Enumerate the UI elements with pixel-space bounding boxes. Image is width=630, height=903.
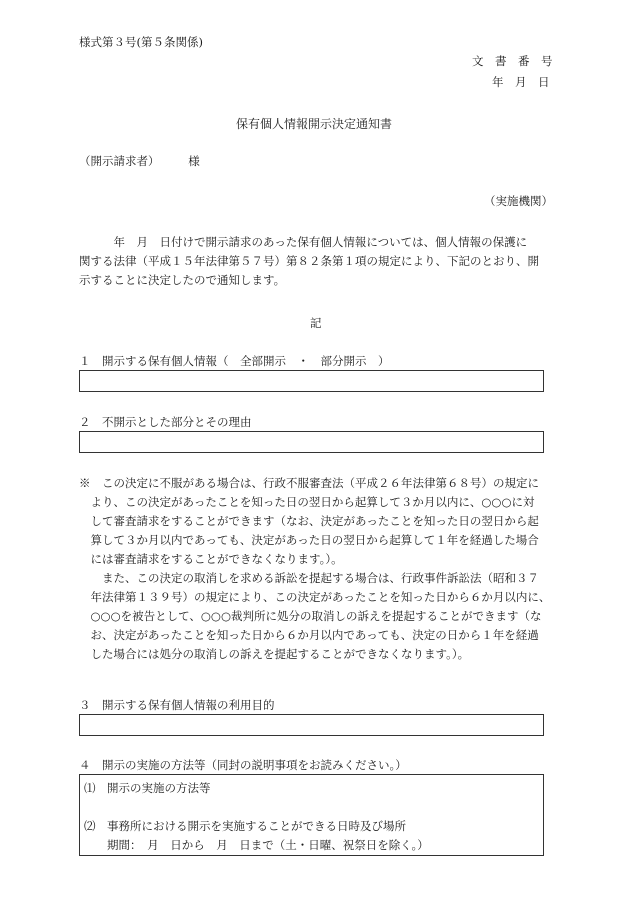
section4-item1: ⑴ 開示の実施の方法等 bbox=[84, 781, 211, 795]
document-number-label: 文 書 番 号 bbox=[472, 54, 553, 68]
section1-box[interactable] bbox=[79, 370, 544, 392]
note-line: ※ この決定に不服がある場合は、行政不服審査法（平成２６年法律第６８号）の規定に bbox=[79, 476, 539, 490]
section4-period: 期間： 月 日から 月 日まで（土・日曜、祝祭日を除く。） bbox=[84, 838, 429, 852]
date-label: 年 月 日 bbox=[492, 75, 550, 89]
section4-box[interactable] bbox=[79, 774, 544, 856]
note-line: ○○○を被告として、○○○裁判所に処分の取消しの訴えを提起することができます（な bbox=[79, 609, 542, 623]
note-line: 算して３か月以内であっても、決定があった日の翌日から起算して１年を経過した場合 bbox=[79, 533, 539, 547]
section4-label: ４ 開示の実施の方法等（同封の説明事項をお読みください。） bbox=[79, 758, 407, 772]
intro-line: 示することに決定したので通知します。 bbox=[79, 273, 286, 287]
section4-item2: ⑵ 事務所における開示を実施することができる日時及び場所 bbox=[84, 819, 406, 833]
note-line: お、決定があったことを知った日から６か月以内であっても、決定の日から１年を経過 bbox=[79, 628, 539, 642]
page-title: 保有個人情報開示決定通知書 bbox=[236, 117, 393, 131]
note-line: した場合には処分の取消しの訴えを提起することができなくなります。）。 bbox=[79, 647, 470, 661]
form-label: 様式第３号(第５条関係) bbox=[79, 35, 203, 49]
intro-line: 関する法律（平成１５年法律第５７号）第８２条第１項の規定により、下記のとおり、開 bbox=[79, 254, 539, 268]
section2-label: ２ 不開示とした部分とその理由 bbox=[79, 415, 252, 429]
section3-label: ３ 開示する保有個人情報の利用目的 bbox=[79, 698, 275, 712]
note-line: 年法律第１３９号）の規定により、この決定があったことを知った日から６か月以内に、 bbox=[79, 590, 551, 604]
note-line: より、この決定があったことを知った日の翌日から起算して３か月以内に、○○○に対 bbox=[79, 495, 535, 509]
note-line: また、この決定の取消しを求める訴訟を提起する場合は、行政事件訴訟法（昭和３７ bbox=[79, 571, 539, 585]
requester-label: （開示請求者） 様 bbox=[79, 154, 200, 168]
section1-label: １ 開示する保有個人情報（ 全部開示 ・ 部分開示 ） bbox=[79, 354, 390, 368]
note-line: には審査請求をすることができなくなります。）。 bbox=[79, 552, 343, 566]
agency-label: （実施機関） bbox=[484, 194, 553, 208]
section2-box[interactable] bbox=[79, 431, 544, 453]
note-line: して審査請求をすることができます（なお、決定があったことを知った日の翌日から起 bbox=[79, 514, 539, 528]
intro-line: 年 月 日付けで開示請求のあった保有個人情報については、個人情報の保護に bbox=[79, 235, 528, 249]
ki-heading: 記 bbox=[310, 316, 322, 330]
section3-box[interactable] bbox=[79, 714, 544, 736]
